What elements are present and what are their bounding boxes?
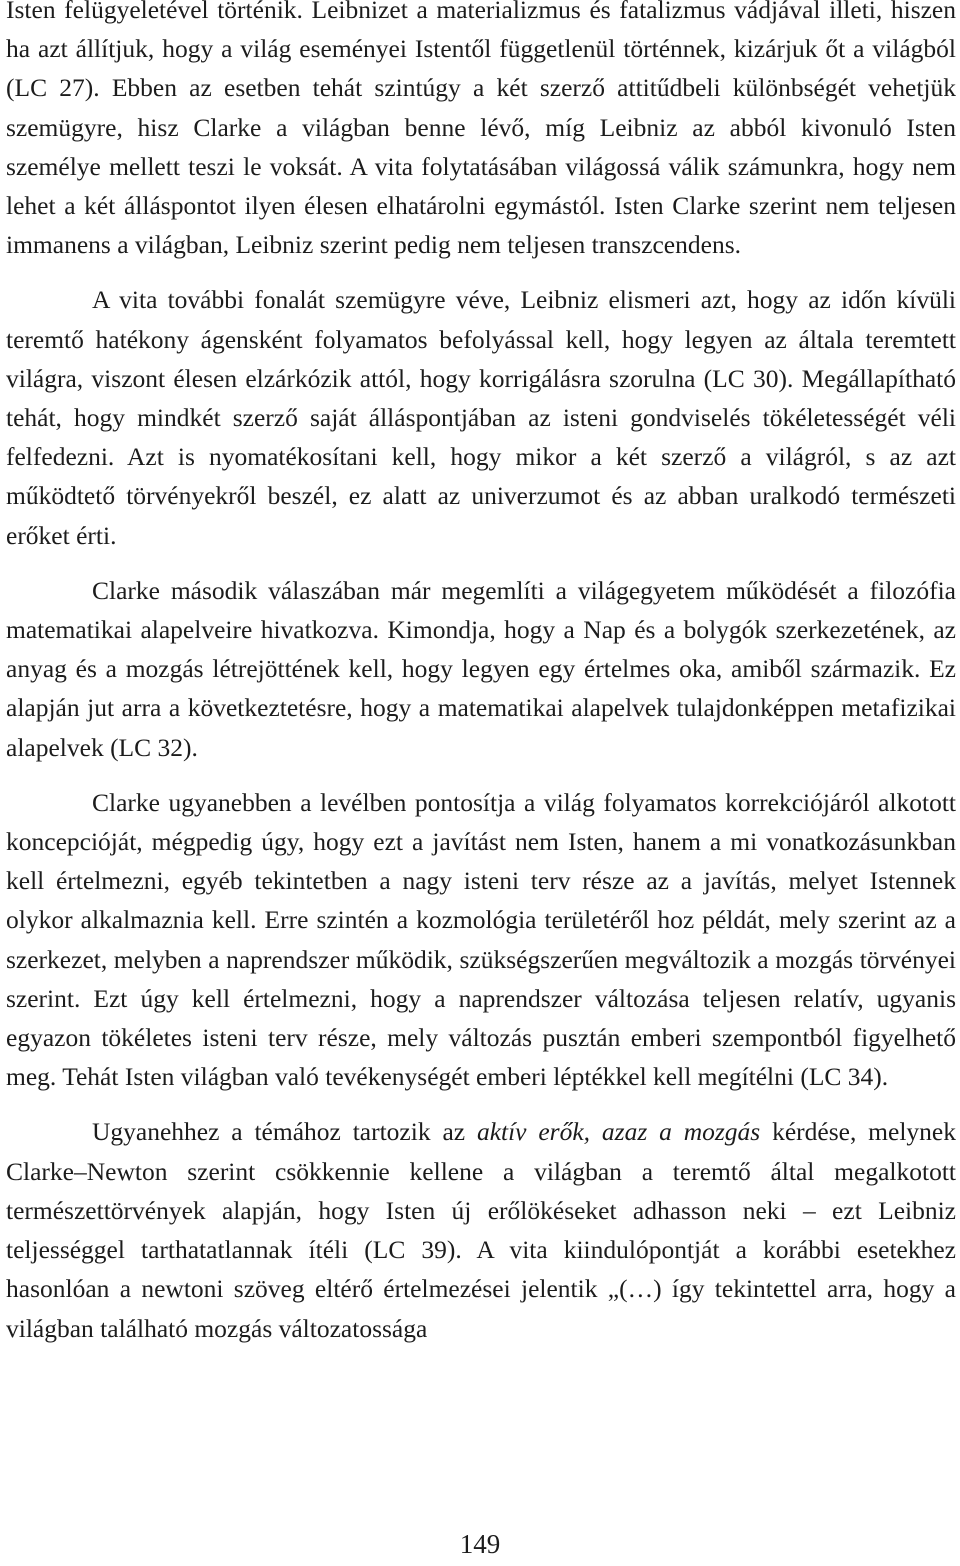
- paragraph-5: [6, 1112, 956, 1347]
- paragraph-5-rest: kérdése, melynek Clarke–Newton szerint csökkennie kellene a világban a teremtő által megalkotott természettörvények alapján, hogy Isten új erőlökéseket adhasson neki – ezt Leibniz teljességgel tarthatatlannak ítéli (LC 39). A vita kiindulópontját a korábbi esetekhez hasonlóan a newtoni szöveg eltérő értelmezései jelentik „(…) így tekintettel arra, hogy a világban található mozgás változatossága: [6, 1117, 956, 1343]
- paragraph-5-lead: Ugyanehhez a témához tartozik az: [92, 1117, 477, 1147]
- document-page: [6, 0, 956, 1348]
- paragraph-4: Clarke ugyanebben a levélben pontosítja a világ folyamatos korrekciójáról alkotott koncepcióját, mégpedig úgy, hogy ezt a javítást nem Isten, hanem a mi vonatkozásunkban kell értelmezni, egyéb tekintetben a nagy isteni terv része az a javítás, melyet Istennek olykor alkalmaznia kell. Erre szintén a kozmológia területéről hoz példát, mely szerint az a szerkezet, melyben a naprendszer működik, szükségszerűen megváltozik a mozgás törvényei szerint. Ezt úgy kell értelmezni, hogy a naprendszer változása teljesen relatív, ugyanis egyazon tökéletes isteni terv része, mely változás pusztán emberi szempontból figyelhető meg. Tehát Isten világban való tevékenységét emberi léptékkel kell megítélni (LC 34).: [6, 787, 956, 1092]
- paragraph-5-italic: aktív erők, azaz a mozgás: [476, 1117, 761, 1147]
- paragraph-3: Clarke második válaszában már megemlíti a világegyetem működését a filozófia matematikai alapelveire hivatkozva. Kimondja, hogy a Nap és a bolygók szerkezetének, az anyag és a mozgás létrejöttének kell, hogy legyen egy értelmes oka, amiből származik. Ez alapján jut arra a következtetésre, hogy a matematikai alapelvek tulajdonképpen metafizikai alapelvek (LC 32).: [6, 575, 956, 762]
- paragraph-2: A vita további fonalát szemügyre véve, Leibniz elismeri azt, hogy az időn kívüli teremtő hatékony ágensként folyamatos befolyással kell, hogy legyen az általa teremtett világra, viszont élesen elzárkózik attól, hogy korrigálásra szorulna (LC 30). Megállapítható tehát, hogy mindkét szerző saját álláspontjában az isteni gondviselés tökéletességét véli felfedezni. Azt is nyomatékosítani kell, hogy mikor a két szerző a világról, s az azt működtető törvényekről beszél, ez alatt az univerzumot és az abban uralkodó természeti erőket érti.: [6, 285, 956, 550]
- page-number: 149: [459, 1529, 501, 1559]
- paragraph-1: Isten felügyeletével történik. Leibnizet a materializmus és fatalizmus vádjával illeti, hiszen ha azt állítjuk, hogy a világ eseményei Istentől függetlenül történnek, kizárjuk őt a világból (LC 27). Ebben az esetben tehát szintúgy a két szerző attitűdbeli különbségét vehetjük szemügyre, hisz Clarke a világban benne lévő, míg Leibniz az abból kivonuló Isten személye mellett teszi le voksát. A vita folytatásában világossá válik számunkra, hogy nem lehet a két álláspontot ilyen élesen elhatárolni egymástól. Isten Clarke szerint nem teljesen immanens a világban, Leibniz szerint pedig nem teljesen transzcendens.: [6, 0, 956, 260]
